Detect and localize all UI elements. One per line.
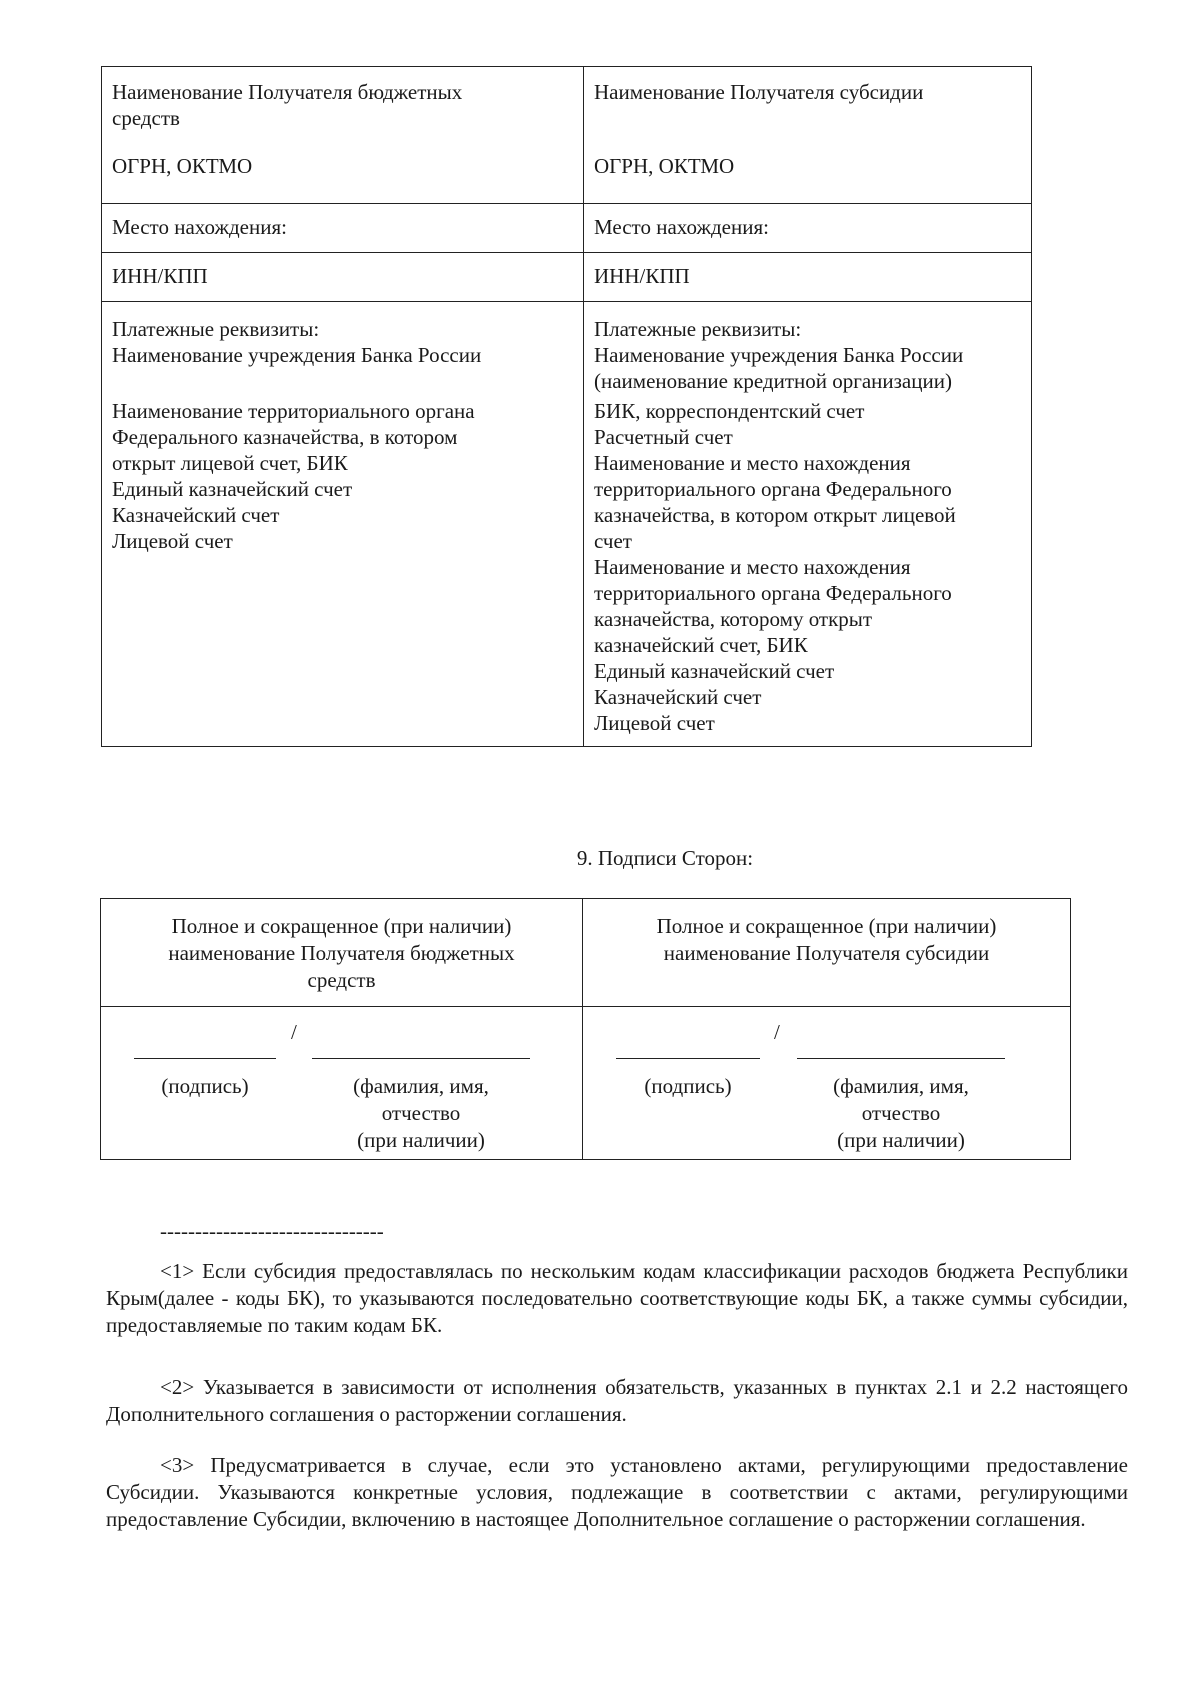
signatures-table [100, 898, 1071, 1160]
name-line [797, 1058, 1005, 1059]
footnote-1: <1> Если субсидия предоставлялась по нескольким кодам классификации расходов бюджета Республики Крым(далее - коды БК), то указываются последовательно соответствующие коды БК, а также суммы субсидии, предоставляемые по таким кодам БК. [106, 1259, 1128, 1337]
subsidy-payment-line: Наименование учреждения Банка России [594, 343, 964, 367]
budget-header-line: Полное и сокращенное (при наличии) [171, 914, 512, 938]
signatures-body-row [101, 1007, 1071, 1160]
budget-payment-cell [102, 302, 584, 747]
footnote-separator: -------------------------------- [160, 1219, 384, 1243]
signature-line [134, 1058, 276, 1059]
budget-payment-line: Наименование территориального органа [112, 399, 475, 423]
subsidy-payment-line: Платежные реквизиты: [594, 317, 802, 341]
budget-payment-line: Платежные реквизиты: [112, 317, 320, 341]
subsidy-payment-line: Наименование и место нахождения [594, 555, 911, 579]
subsidy-payment-line: (наименование кредитной организации) [594, 369, 952, 393]
budget-header-line: средств [307, 968, 376, 992]
subsidy-payment-line: БИК, корреспондентский счет [594, 399, 865, 423]
name-caption-line: (при наличии) [357, 1128, 485, 1152]
subsidy-payment-line: Наименование и место нахождения [594, 451, 911, 475]
budget-payment-line: открыт лицевой счет, БИК [112, 451, 348, 475]
budget-header-line: наименование Получателя бюджетных [168, 941, 515, 965]
budget-payment-line: Лицевой счет [112, 529, 233, 553]
recipient-budget-name-cell [102, 67, 584, 204]
signature-caption: (подпись) [644, 1074, 732, 1098]
requisites-row-name [102, 67, 1032, 204]
name-line [312, 1058, 530, 1059]
footnote-3: <3> Предусматривается в случае, если это установлено актами, регулирующими предоставление Субсидии. Указываются конкретные условия, подлежащие в соответствии с актами, регулирующими предоставление Субсидии, включению в настоящее Дополнительное соглашение о расторжении соглашения. [106, 1453, 1128, 1531]
subsidy-header-line: Полное и сокращенное (при наличии) [656, 914, 997, 938]
subsidy-payment-line: Единый казначейский счет [594, 659, 835, 683]
budget-signature-block [101, 1007, 583, 1160]
name-caption-line: отчество [381, 1101, 461, 1125]
signature-caption: (подпись) [161, 1074, 249, 1098]
name-caption-line: (фамилия, имя, [353, 1074, 489, 1098]
recipient-subsidy-name-cell [584, 67, 1032, 204]
subsidy-payment-line: казначейства, в котором открыт лицевой [594, 503, 956, 527]
budget-payment-line: Наименование учреждения Банка России [112, 343, 482, 367]
subsidy-payment-line: Казначейский счет [594, 685, 762, 709]
signature-line [616, 1058, 760, 1059]
subsidy-location-cell: Место нахождения: [584, 204, 1032, 253]
footnote-2: <2> Указывается в зависимости от исполнения обязательств, указанных в пунктах 2.1 и 2.2 настоящего Дополнительного соглашения о расторжении соглашения. [106, 1375, 1128, 1426]
budget-inn-cell: ИНН/КПП [102, 253, 584, 302]
recipient-subsidy-name-line-1: Наименование Получателя субсидии [594, 80, 924, 104]
subsidy-header-line: наименование Получателя субсидии [663, 941, 990, 965]
budget-payment-line: Федерального казначейства, в котором [112, 425, 458, 449]
name-caption-line: отчество [861, 1101, 941, 1125]
signature-slash: / [774, 1020, 780, 1044]
subsidy-inn-cell: ИНН/КПП [584, 253, 1032, 302]
subsidy-payment-cell [584, 302, 1032, 747]
recipient-budget-name-line-2: средств [112, 106, 180, 130]
signature-slash: / [291, 1020, 297, 1044]
subsidy-payment-line: Расчетный счет [594, 425, 733, 449]
section-title-signatures: 9. Подписи Сторон: [576, 846, 754, 870]
name-caption [312, 1073, 530, 1154]
requisites-table [101, 66, 1032, 747]
requisites-row-payment [102, 302, 1032, 747]
subsidy-payment-line: Лицевой счет [594, 711, 715, 735]
budget-recipient-header [101, 899, 583, 1007]
subsidy-payment-line: казначейства, которому открыт [594, 607, 873, 631]
subsidy-payment-line: территориального органа Федерального [594, 581, 952, 605]
subsidy-signature-block [583, 1007, 1071, 1160]
name-caption-line: (фамилия, имя, [833, 1074, 969, 1098]
requisites-row-inn [102, 253, 1032, 302]
signatures-header-row [101, 899, 1071, 1007]
budget-payment-line: Единый казначейский счет [112, 477, 353, 501]
subsidy-payment-line: счет [594, 529, 632, 553]
subsidy-recipient-header [583, 899, 1071, 1007]
requisites-row-location [102, 204, 1032, 253]
recipient-budget-ogrn: ОГРН, ОКТМО [112, 154, 253, 178]
budget-location-cell: Место нахождения: [102, 204, 584, 253]
name-caption [797, 1073, 1005, 1154]
budget-payment-line: Казначейский счет [112, 503, 280, 527]
recipient-subsidy-ogrn: ОГРН, ОКТМО [594, 154, 735, 178]
subsidy-payment-line: территориального органа Федерального [594, 477, 952, 501]
name-caption-line: (при наличии) [837, 1128, 965, 1152]
subsidy-payment-line: казначейский счет, БИК [594, 633, 808, 657]
recipient-budget-name-line-1: Наименование Получателя бюджетных [112, 80, 463, 104]
